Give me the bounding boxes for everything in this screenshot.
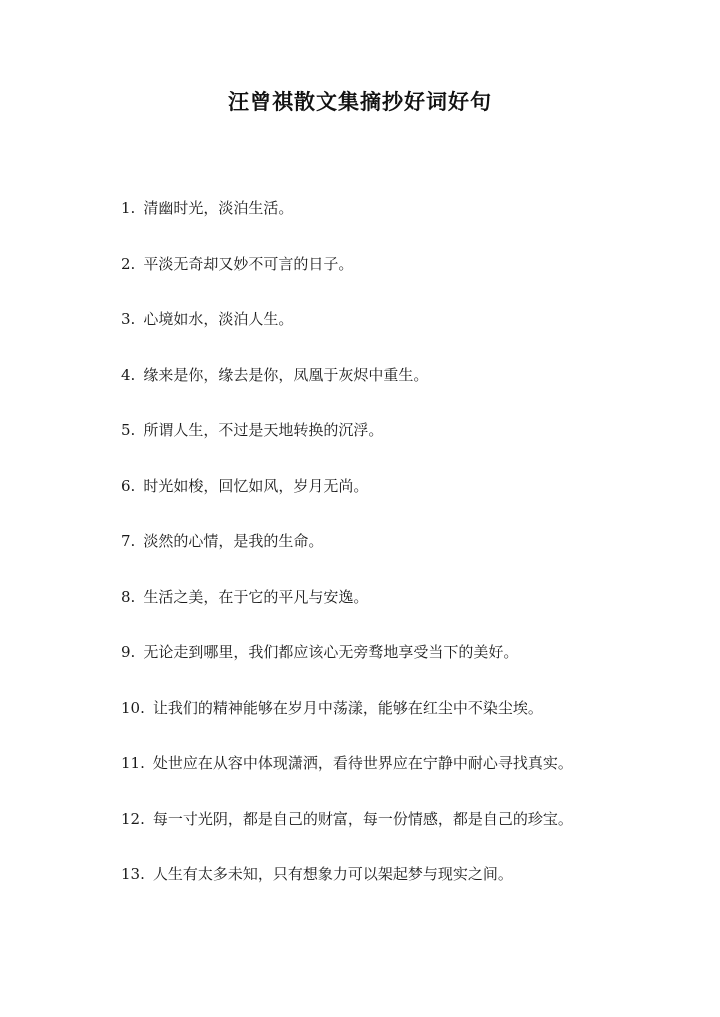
item-number: 3. xyxy=(121,310,136,328)
item-number: 10. xyxy=(121,698,145,717)
list-item xyxy=(121,748,681,804)
item-number: 9. xyxy=(121,643,136,661)
item-text: 清幽时光，淡泊生活。 xyxy=(143,199,294,217)
list-item xyxy=(121,415,681,471)
list-item xyxy=(121,249,681,305)
list-item xyxy=(121,193,681,249)
list-item xyxy=(121,804,681,860)
item-number: 8. xyxy=(121,587,136,606)
list-item xyxy=(121,360,681,416)
list-item xyxy=(121,859,681,915)
item-text: 平淡无奇却又妙不可言的日子。 xyxy=(143,254,354,273)
document-title: 汪曾祺散文集摘抄好词好句 xyxy=(228,89,492,114)
list-item xyxy=(121,526,681,582)
item-text: 所谓人生，不过是天地转换的沉浮。 xyxy=(143,421,384,439)
item-number: 5. xyxy=(121,421,136,439)
item-text: 处世应在从容中体现潇洒，看待世界应在宁静中耐心寻找真实。 xyxy=(152,754,573,772)
item-number: 11. xyxy=(121,754,145,772)
list-item xyxy=(121,582,681,638)
list-item xyxy=(121,471,681,527)
item-number: 7. xyxy=(121,532,136,550)
item-number: 12. xyxy=(121,809,145,828)
item-text: 缘来是你，缘去是你，凤凰于灰烬中重生。 xyxy=(143,365,429,384)
item-text: 时光如梭，回忆如风，岁月无尚。 xyxy=(143,476,369,495)
item-text: 人生有太多未知，只有想象力可以架起梦与现实之间。 xyxy=(152,865,513,883)
item-number: 4. xyxy=(121,365,136,384)
item-text: 每一寸光阴，都是自己的财富，每一份情感，都是自己的珍宝。 xyxy=(152,809,573,828)
item-text: 无论走到哪里，我们都应该心无旁骛地享受当下的美好。 xyxy=(143,643,519,661)
quote-list xyxy=(121,193,681,915)
item-text: 生活之美，在于它的平凡与安逸。 xyxy=(143,587,369,606)
item-number: 6. xyxy=(121,476,136,495)
item-number: 1. xyxy=(121,199,136,217)
list-item xyxy=(121,637,681,693)
item-number: 13. xyxy=(121,865,145,883)
item-text: 淡然的心情，是我的生命。 xyxy=(143,532,324,550)
list-item xyxy=(121,304,681,360)
item-text: 心境如水，淡泊人生。 xyxy=(143,310,294,328)
item-text: 让我们的精神能够在岁月中荡漾，能够在红尘中不染尘埃。 xyxy=(152,698,543,717)
item-number: 2. xyxy=(121,254,136,273)
list-item xyxy=(121,693,681,749)
